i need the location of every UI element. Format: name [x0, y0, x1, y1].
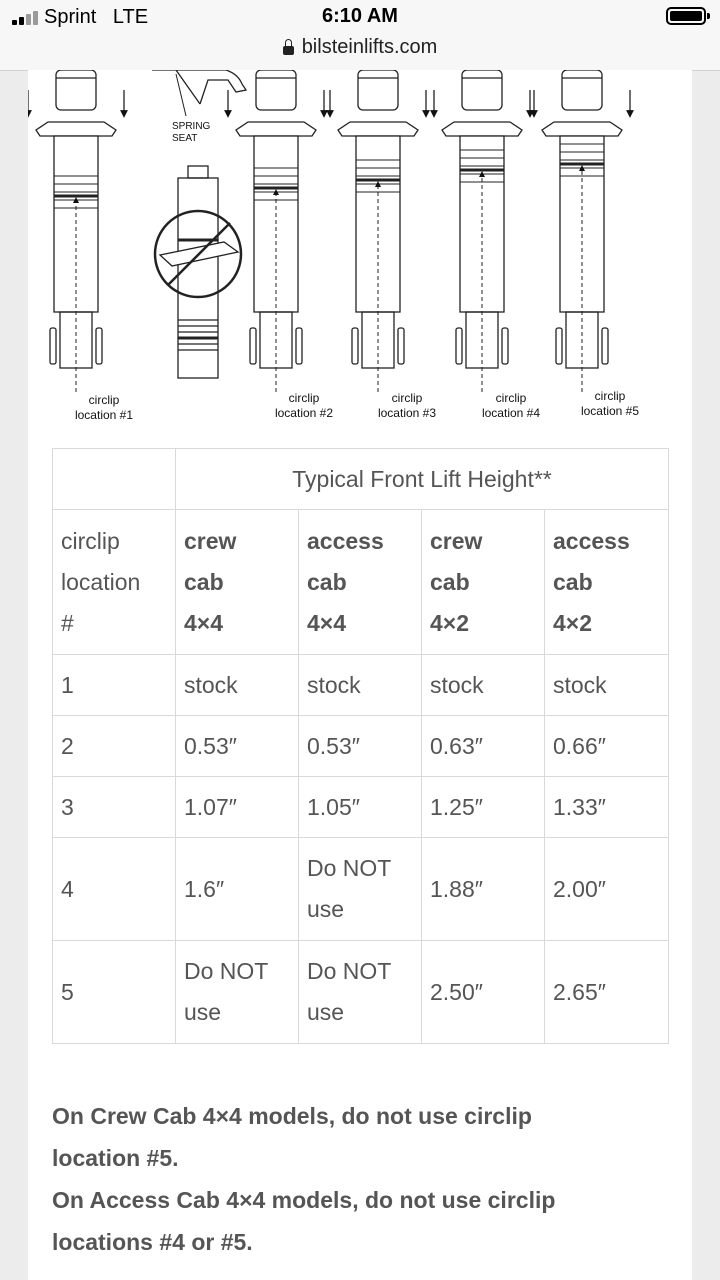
bushing-right — [502, 328, 508, 364]
table-row — [53, 838, 669, 941]
lift-value-cell — [545, 655, 669, 716]
lift-value-text: use — [307, 999, 345, 1025]
lift-value-text: 1.6″ — [184, 875, 225, 902]
lift-value-text: 1.05″ — [307, 793, 360, 820]
table-row — [53, 655, 669, 716]
lift-value-cell — [545, 838, 669, 941]
shock-top-cap — [256, 70, 296, 110]
lift-value-text: 0.63″ — [430, 732, 483, 759]
bushing-right — [96, 328, 102, 364]
lift-value-cell — [176, 716, 299, 777]
bushing-left — [456, 328, 462, 364]
column-header-location: circlip location # — [53, 510, 176, 655]
lift-value-cell — [299, 655, 422, 716]
table-title: Typical Front Lift Height** — [176, 449, 669, 510]
location-cell: 2 — [53, 716, 176, 777]
lift-value-cell — [422, 777, 545, 838]
lift-value-text: stock — [553, 671, 607, 698]
lift-value-text: 0.53″ — [184, 732, 237, 759]
location-cell: 1 — [53, 655, 176, 716]
lift-value-cell — [299, 777, 422, 838]
circlip-caption-1 — [64, 393, 144, 423]
note-crew-cab — [52, 1095, 652, 1179]
bushing-left — [50, 328, 56, 364]
lift-value-text: use — [184, 999, 222, 1025]
lift-value-text: Do NOT — [184, 958, 269, 984]
bushing-right — [398, 328, 404, 364]
address-bar[interactable] — [0, 36, 720, 71]
carrier-name: Sprint — [44, 6, 97, 28]
bushing-right — [296, 328, 302, 364]
note-2-line-1: On Access Cab 4×4 models, do not use circlip — [52, 1187, 556, 1213]
lift-value-cell — [422, 838, 545, 941]
battery-icon — [666, 7, 706, 25]
lift-value-text: 1.33″ — [553, 793, 606, 820]
table-row — [53, 777, 669, 838]
spring-seat-flange — [338, 122, 418, 136]
caption-3-line-2: location #3 — [377, 406, 437, 420]
caption-1-line-2: location #1 — [74, 408, 134, 422]
caption-1-line-1: circlip — [88, 393, 120, 407]
lift-value-text: 1.88″ — [430, 875, 483, 902]
lift-value-cell — [422, 941, 545, 1044]
shock-top-cap — [358, 70, 398, 110]
lift-value-text: 2.65″ — [553, 978, 606, 1005]
location-cell: 5 — [53, 941, 176, 1044]
lift-value-text: 1.07″ — [184, 793, 237, 820]
circlip-caption-5 — [570, 389, 650, 419]
caption-2-line-2: location #2 — [274, 406, 334, 420]
lift-value-text: 2.50″ — [430, 978, 483, 1005]
column-header-crew-cab-4x2: crew cab 4×2 — [422, 510, 545, 655]
caption-4-line-1: circlip — [495, 391, 527, 405]
spring-seat-flange — [36, 122, 116, 136]
note-2-line-2: locations #4 or #5. — [52, 1229, 253, 1255]
lift-value-text: stock — [430, 671, 484, 698]
table-title-row — [53, 449, 669, 510]
circlip-caption-2 — [264, 391, 344, 421]
caption-4-line-2: location #4 — [481, 406, 541, 420]
lift-value-text: 2.00″ — [553, 875, 606, 902]
lift-value-text: Do NOT — [307, 958, 392, 984]
note-1-line-2: location #5. — [52, 1145, 179, 1171]
lift-value-cell — [176, 838, 299, 941]
circlip-caption-3 — [367, 391, 447, 421]
location-cell: 3 — [53, 777, 176, 838]
status-bar — [0, 0, 720, 36]
spring-seat-detail — [152, 70, 246, 378]
lift-value-cell — [176, 941, 299, 1044]
lift-value-cell — [299, 716, 422, 777]
shock-top-cap — [56, 70, 96, 110]
column-header-access-cab-4x2: access cab 4×2 — [545, 510, 669, 655]
spring-seat-flange — [542, 122, 622, 136]
shock-top-cap — [562, 70, 602, 110]
lift-value-cell — [422, 655, 545, 716]
lift-value-text: stock — [307, 671, 361, 698]
lift-value-text: 0.66″ — [553, 732, 606, 759]
lift-value-cell — [545, 777, 669, 838]
caption-3-line-1: circlip — [391, 391, 423, 405]
caption-5-line-1: circlip — [594, 389, 626, 403]
caption-2-line-1: circlip — [288, 391, 320, 405]
lift-value-text: use — [307, 896, 345, 922]
circlip-location-diagram — [28, 70, 692, 440]
lift-value-text: 1.25″ — [430, 793, 483, 820]
lift-value-cell — [299, 838, 422, 941]
table-row — [53, 941, 669, 1044]
lift-value-cell — [299, 941, 422, 1044]
table-row — [53, 716, 669, 777]
bushing-left — [556, 328, 562, 364]
note-1-line-1: On Crew Cab 4×4 models, do not use circlip — [52, 1103, 532, 1129]
bushing-left — [352, 328, 358, 364]
table-header-row — [53, 510, 669, 655]
lift-value-cell — [422, 716, 545, 777]
spring-seat-label-1: SPRING — [172, 121, 211, 132]
page-content — [28, 70, 692, 1280]
network-type: LTE — [112, 6, 149, 28]
note-access-cab — [52, 1179, 652, 1263]
caption-5-line-2: location #5 — [580, 404, 640, 418]
table-corner-cell — [53, 449, 176, 510]
circlip-caption-4 — [471, 391, 551, 421]
lift-value-cell — [545, 716, 669, 777]
spring-seat-label-2: SEAT — [172, 133, 198, 144]
lift-value-cell — [176, 777, 299, 838]
column-header-crew-cab-4x4: crew cab 4×4 — [176, 510, 299, 655]
clock: 6:10 AM — [322, 5, 398, 27]
shock-top-cap — [462, 70, 502, 110]
lift-height-table — [52, 448, 669, 1044]
column-header-access-cab-4x4: access cab 4×4 — [299, 510, 422, 655]
bushing-left — [250, 328, 256, 364]
spring-seat-flange — [442, 122, 522, 136]
lift-value-text: Do NOT — [307, 855, 392, 881]
lock-icon — [283, 46, 294, 55]
lift-value-text: stock — [184, 671, 238, 698]
spring-seat-flange — [236, 122, 316, 136]
lift-value-text: 0.53″ — [307, 732, 360, 759]
lift-value-cell — [545, 941, 669, 1044]
lift-value-cell — [176, 655, 299, 716]
location-cell: 4 — [53, 838, 176, 941]
bushing-right — [602, 328, 608, 364]
url-text: bilsteinlifts.com — [301, 36, 438, 58]
